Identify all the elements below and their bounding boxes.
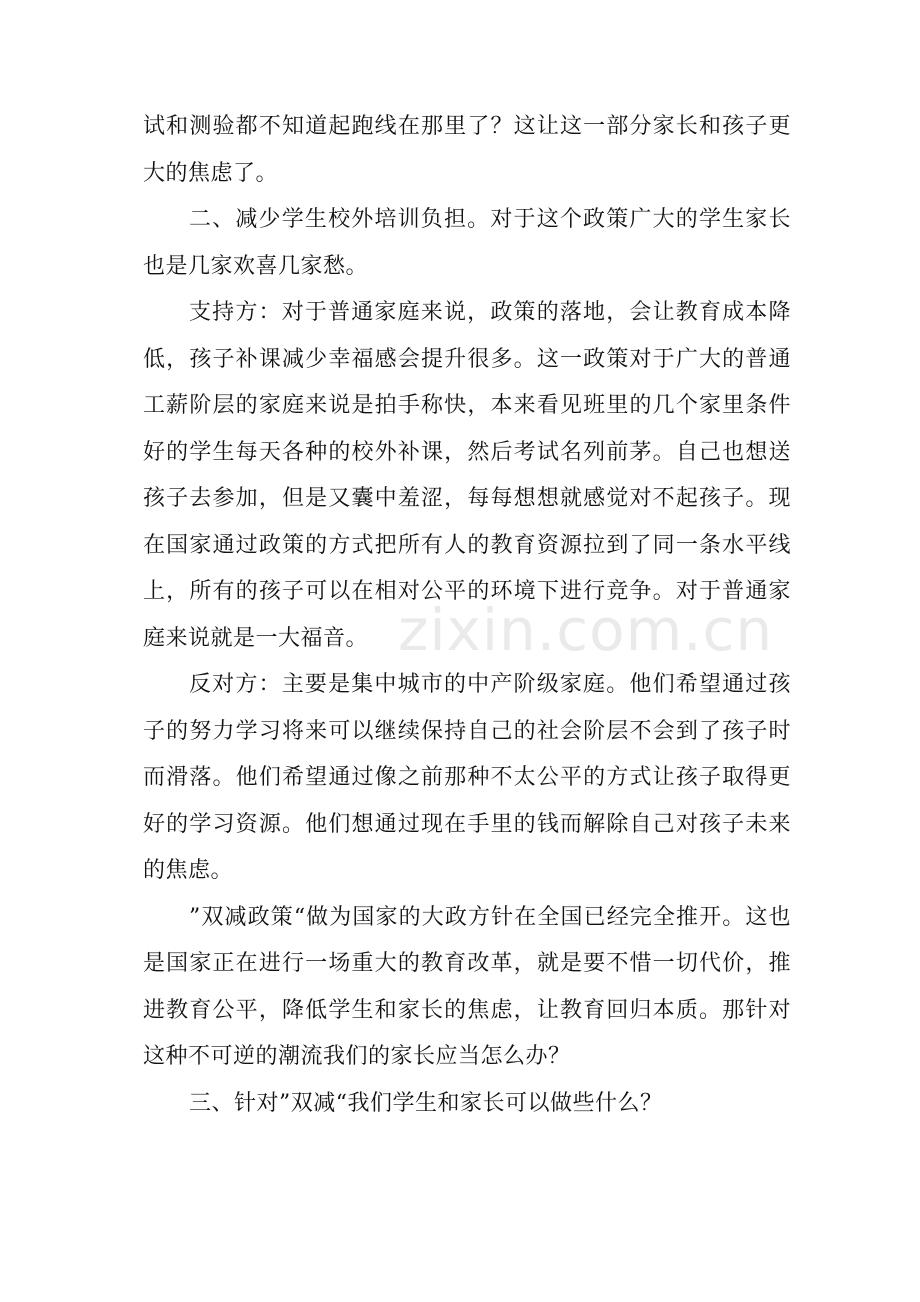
paragraph-6: 三、针对”双减“我们学生和家长可以做些什么？	[189, 1090, 663, 1116]
paragraph-1: 试和测验都不知道起跑线在那里了？这让这一部分家长和孩子更大的焦虑了。	[143, 114, 791, 186]
watermark: zixin.com.cn	[398, 596, 774, 664]
paragraph-2: 二、减少学生校外培训负担。对于这个政策广大的学生家长也是几家欢喜几家愁。	[143, 207, 791, 279]
document-body	[143, 104, 791, 1127]
paragraph-3: 支持方：对于普通家庭来说，政策的落地，会让教育成本降低，孩子补课减少幸福感会提升很多。这一政策对于广大的普通工薪阶层的家庭来说是拍手称快，本来看见班里的几个家里条件好的学生每天各种的校外补课，然后考试名列前茅。自己也想送孩子去参加，但是又囊中羞涩，每每想想就感觉对不起孩子。现在国家通过政策的方式把所有人的教育资源拉到了同一条水平线上，所有的孩子可以在相对公平的环境下进行竞争。对于普通家庭来说就是一大福音。	[143, 300, 791, 651]
paragraph-4: 反对方：主要是集中城市的中产阶级家庭。他们希望通过孩子的努力学习将来可以继续保持自己的社会阶层不会到了孩子时而滑落。他们希望通过像之前那种不太公平的方式让孩子取得更好的学习资源。他们想通过现在手里的钱而解除自己对孩子未来的焦虑。	[143, 672, 791, 883]
paragraph-5: ”双减政策“做为国家的大政方针在全国已经完全推开。这也是国家正在进行一场重大的教育改革，就是要不惜一切代价，推进教育公平，降低学生和家长的焦虑，让教育回归本质。那针对这种不可逆的潮流我们的家长应当怎么办？	[143, 904, 791, 1069]
